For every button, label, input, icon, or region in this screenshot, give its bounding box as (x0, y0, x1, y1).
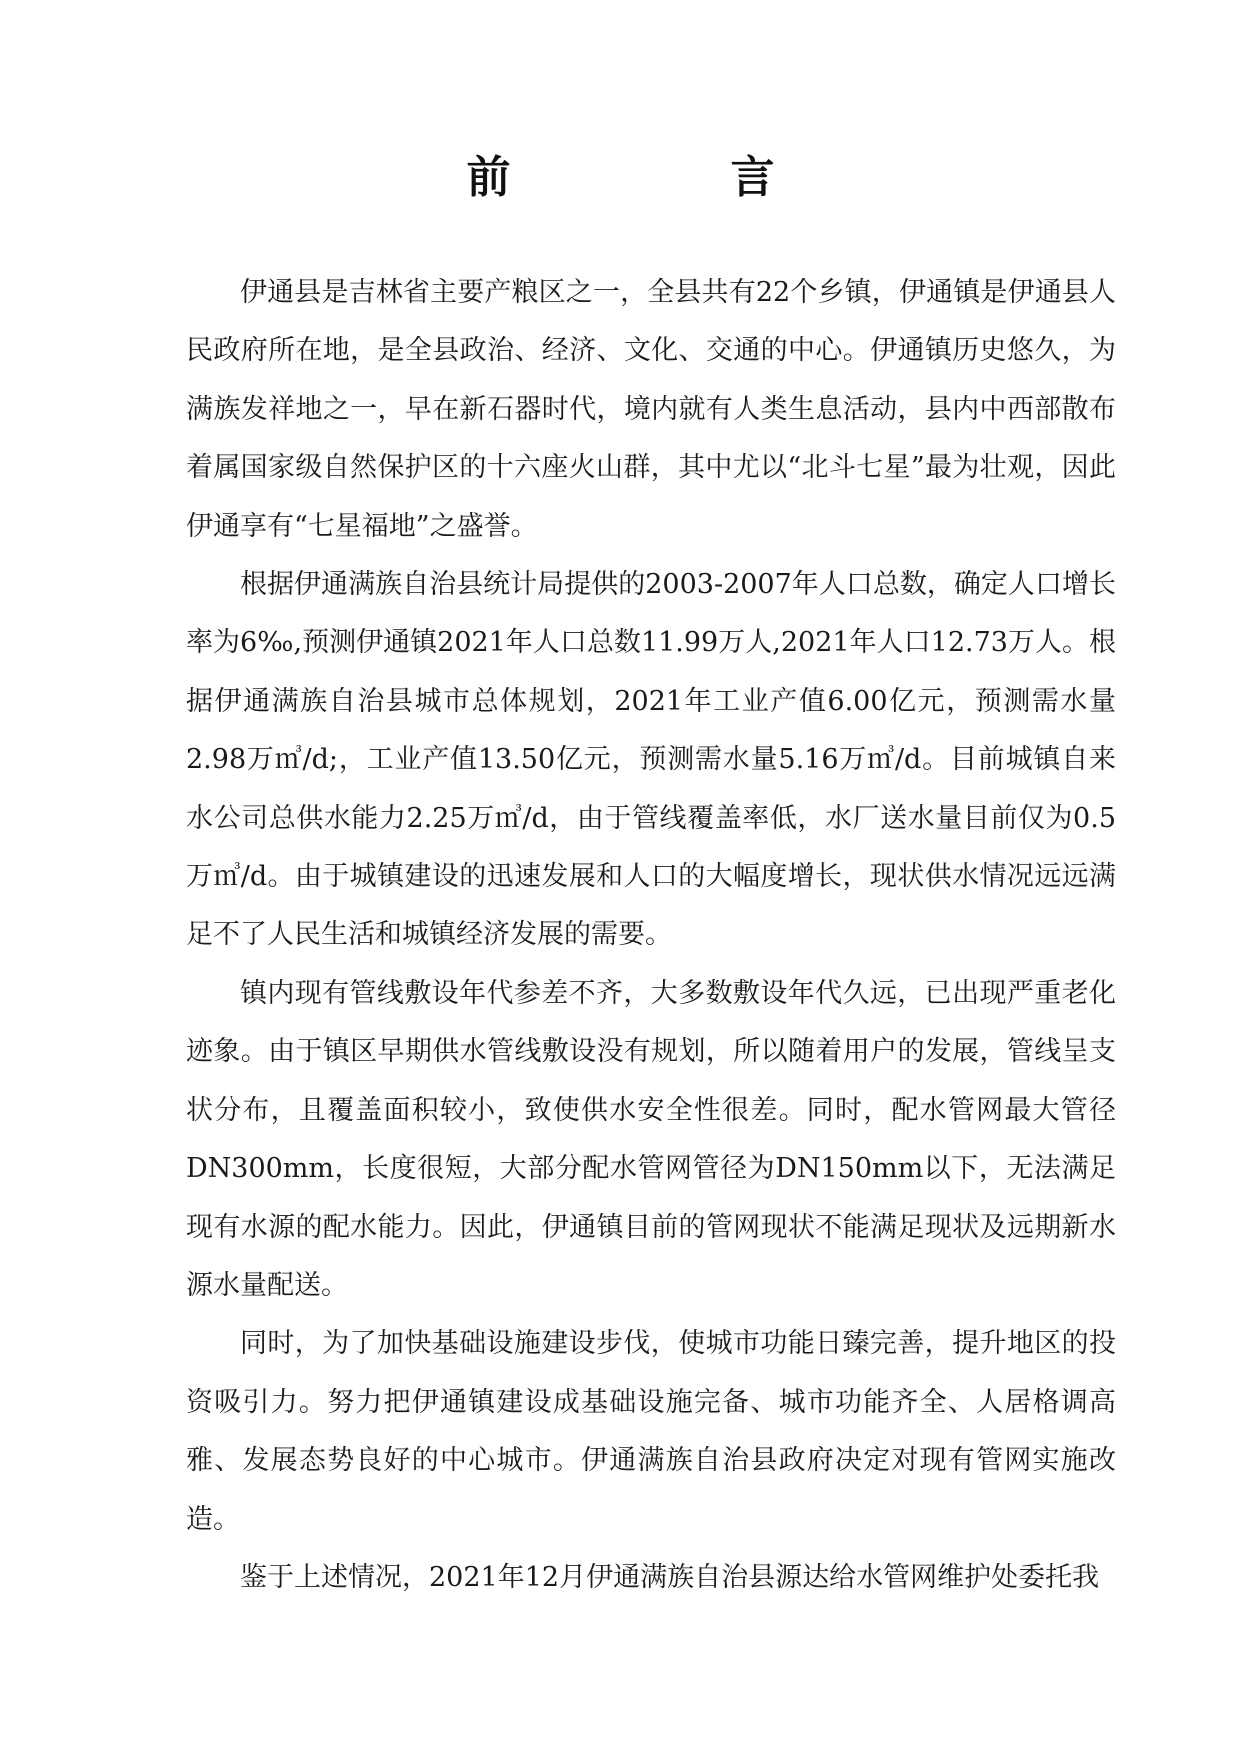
paragraph-3: 镇内现有管线敷设年代参差不齐，大多数敷设年代久远，已出现严重老化迹象。由于镇区早期供水管线敷设没有规划，所以随着用户的发展，管线呈支状分布，且覆盖面积较小，致使供水安全性很差。同时，配水管网最大管径DN300mm，长度很短，大部分配水管网管径为DN150mm以下，无法满足现有水源的配水能力。因此，伊通镇目前的管网现状不能满足现状及远期新水源水量配送。 (186, 977, 1116, 1301)
paragraph-1: 伊通县是吉林省主要产粮区之一，全县共有22个乡镇，伊通镇是伊通县人民政府所在地，是全县政治、经济、文化、交通的中心。伊通镇历史悠久，为满族发祥地之一，早在新石器时代，境内就有人类生息活动，县内中西部散布着属国家级自然保护区的十六座火山群，其中尤以“北斗七星”最为壮观，因此伊通享有“七星福地”之盛誉。 (186, 277, 1116, 542)
paragraph-4: 同时，为了加快基础设施建设步伐，使城市功能日臻完善，提升地区的投资吸引力。努力把伊通镇建设成基础设施完备、城市功能齐全、人居格调高雅、发展态势良好的中心城市。伊通满族自治县政府决定对现有管网实施改造。 (186, 1328, 1116, 1535)
paragraph-2: 根据伊通满族自治县统计局提供的2003-2007年人口总数，确定人口增长率为6‰,预测伊通镇2021年人口总数11.99万人,2021年人口12.73万人。根据伊通满族自治县城市总体规划，2021年工业产值6.00亿元，预测需水量2.98万㎥/d;，工业产值13.50亿元，预测需水量5.16万㎥/d。目前城镇自来水公司总供水能力2.25万㎥/d，由于管线覆盖率低，水厂送水量目前仅为0.5万㎥/d。由于城镇建设的迅速发展和人口的大幅度增长，现状供水情况远远满足不了人民生活和城镇经济发展的需要。 (186, 569, 1116, 951)
document-body (186, 264, 1116, 1607)
page-title: 前 言 (466, 152, 863, 203)
paragraph-5: 鉴于上述情况，2021年12月伊通满族自治县源达给水管网维护处委托我 (240, 1561, 1100, 1593)
